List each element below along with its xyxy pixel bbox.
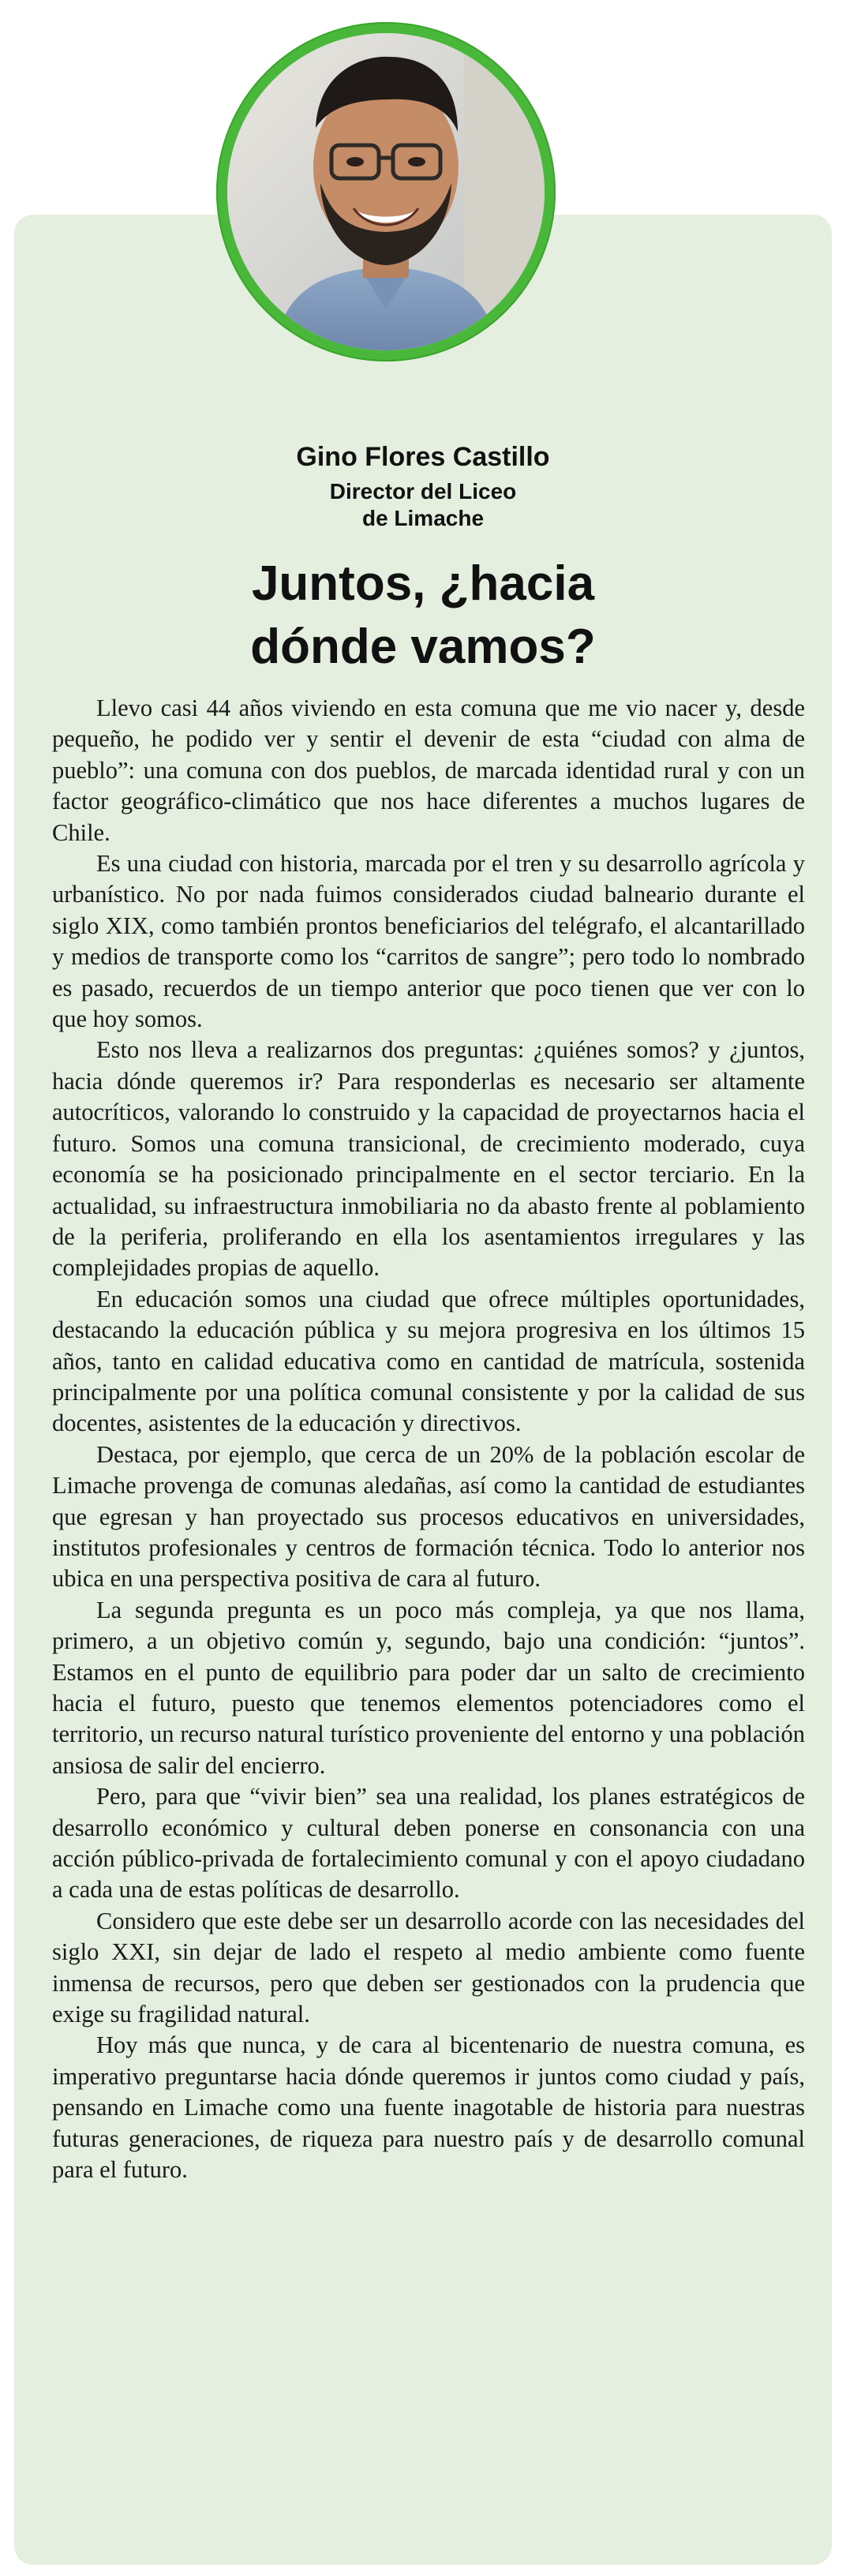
author-name: Gino Flores Castillo (296, 442, 550, 472)
paragraph-3: Esto nos lleva a realizarnos dos preguntas: ¿quiénes somos? y ¿juntos, hacia dónde queremos ir? Para responderlas es necesario ser altamente autocríticos, valorando lo construido y la capacidad de proyectarnos hacia el futuro. Somos una comuna transicional, de crecimiento moderado, cuya economía se ha posicionado principalmente en el sector terciario. En la actualidad, su infraestructura inmobiliaria no da abasto frente al poblamiento de la periferia, proliferando en ella los asentamientos irregulares y las complejidades propias de aquello. (52, 1036, 805, 1282)
page-top-edge (0, 0, 846, 9)
paragraph-8: Considero que este debe ser un desarrollo acorde con las necesidades del siglo XXI, sin dejar de lado el respeto al medio ambiente como fuente inmensa de recursos, pero que deben ser gestionados con la prudencia que exige su fragilidad natural. (52, 1907, 805, 2028)
headline-line-1: Juntos, ¿hacia (251, 556, 595, 611)
author-photo (227, 33, 545, 350)
paragraph-4: En educación somos una ciudad que ofrece múltiples oportunidades, destacando la educación pública y su mejora progresiva en los últimos 15 años, tanto en calidad educativa como en cantidad de matrícula, sostenida principalmente por una política comunal consistente y por la calidad de sus docentes, asistentes de la educación y directivos. (52, 1285, 805, 1437)
paragraph-2: Es una ciudad con historia, marcada por el tren y su desarrollo agrícola y urbanístico. No por nada fuimos considerados ciudad balneario durante el siglo XIX, como también prontos beneficiarios del telégrafo, el alcantarillado y medios de transporte como los “carritos de sangre”; pero todo lo nombrado es pasado, recuerdos de un tiempo anterior que poco tienen que ver con lo que hoy somos. (52, 850, 805, 1033)
paragraph-6: La segunda pregunta es un poco más compleja, ya que nos llama, primero, a un objetivo común y, segundo, bajo una condición: “juntos”. Estamos en el punto de equilibrio para poder dar un salto de crecimiento hacia el futuro, puesto que tenemos elementos potenciadores como el territorio, un recurso natural turístico proveniente del entorno y una población ansiosa de salir del encierro. (52, 1596, 805, 1779)
author-portrait-image (227, 33, 545, 350)
paragraph-7: Pero, para que “vivir bien” sea una realidad, los planes estratégicos de desarrollo económico y cultural deben ponerse en consonancia con una acción público-privada de fortalecimiento comunal y con el apoyo ciudadano a cada una de estas políticas de desarrollo. (52, 1783, 805, 1904)
headline-line-2: dónde vamos? (250, 620, 596, 674)
article-body (52, 693, 805, 2186)
author-role-line-1: Director del Liceo (329, 479, 517, 504)
article-headline (0, 552, 846, 679)
paragraph-5: Destaca, por ejemplo, que cerca de un 20% de la población escolar de Limache provenga de comunas aledañas, así como la cantidad de estudiantes que egresan y han proyectado sus procesos educativos en universidades, institutos profesionales y centros de formación técnica. Todo lo anterior nos ubica en una perspectiva positiva de cara al futuro. (52, 1440, 805, 1593)
author-role-line-2: de Limache (361, 506, 485, 530)
paragraph-9: Hoy más que nunca, y de cara al bicentenario de nuestra comuna, es imperativo preguntarse hacia dónde queremos ir juntos como ciudad y país, pensando en Limache como una fuente inagotable de historia para nuestras futuras generaciones, de riqueza para nuestro país y de desarrollo comunal para el futuro. (52, 2031, 805, 2184)
author-photo-ring (216, 22, 556, 361)
paragraph-1: Llevo casi 44 años viviendo en esta comuna que me vio nacer y, desde pequeño, he podido ver y sentir el devenir de esta “ciudad con alma de pueblo”: una comuna con dos pueblos, de marcada identidad rural y con un factor geográfico-climático que nos hace diferentes a muchos lugares de Chile. (52, 695, 805, 846)
author-role (0, 478, 846, 532)
